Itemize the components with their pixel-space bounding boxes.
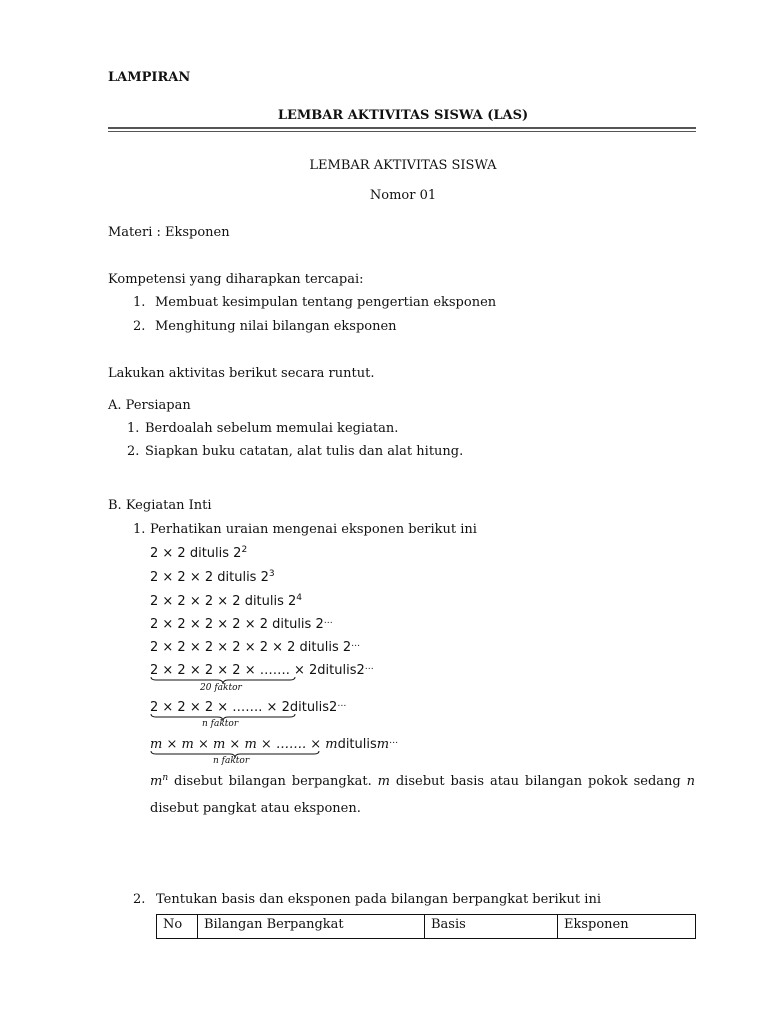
competency-item-num: 2. <box>133 319 146 334</box>
table-header-cell: Bilangan Berpangkat <box>198 915 425 939</box>
section-b-item: Perhatikan uraian mengenai eksponen berikut ini <box>150 522 477 537</box>
las-title: LEMBAR AKTIVITAS SISWA (LAS) <box>277 108 529 123</box>
brace-expression-line: 2 × 2 × 2 × ……. × 2ditulis2… <box>150 699 347 715</box>
materi-line: Materi : Eksponen <box>108 225 230 240</box>
competency-item-num: 1. <box>133 295 146 310</box>
section-b-heading: B. Kegiatan Inti <box>108 498 212 513</box>
brace-expression-line: 2 × 2 × 2 × 2 × ……. × 2ditulis2… <box>150 662 374 678</box>
section-a-heading: A. Persiapan <box>108 398 191 413</box>
brace-expression-line: m × m × m × m × ……. × mditulism… <box>150 736 399 752</box>
table-header-cell: Basis <box>425 915 558 939</box>
section-a-item: Berdoalah sebelum memulai kegiatan. <box>145 421 399 436</box>
table-header-row <box>157 915 696 939</box>
sheet-number: Nomor 01 <box>369 188 437 203</box>
instruction-text: Lakukan aktivitas berikut secara runtut. <box>108 366 375 381</box>
lampiran-label: LAMPIRAN <box>108 70 191 85</box>
section-b-item-num: 2. <box>133 892 146 907</box>
competency-item: Menghitung nilai bilangan eksponen <box>155 319 397 334</box>
power-example-line: 2 × 2 × 2 × 2 × 2 × 2 ditulis 2… <box>150 639 361 655</box>
section-b-item-num: 1. <box>133 522 146 537</box>
table-header-cell: Eksponen <box>558 915 696 939</box>
power-example-line: 2 × 2 × 2 × 2 × 2 ditulis 2… <box>150 616 333 632</box>
title-rule-thick <box>108 127 696 129</box>
sheet-title: LEMBAR AKTIVITAS SISWA <box>309 158 497 173</box>
section-a-item: Siapkan buku catatan, alat tulis dan alat hitung. <box>145 444 464 459</box>
brace-label: n faktor <box>213 756 250 766</box>
power-example-line: 2 × 2 ditulis $2^2$ <box>150 545 248 561</box>
exponent-table <box>156 914 696 939</box>
competency-item: Membuat kesimpulan tentang pengertian eksponen <box>155 295 497 310</box>
power-example-line: 2 × 2 × 2 × 2 ditulis $2^4$ <box>150 593 303 609</box>
section-a-item-num: 1. <box>127 421 140 436</box>
competency-heading: Kompetensi yang diharapkan tercapai: <box>108 272 364 287</box>
brace-label: 20 faktor <box>200 683 242 693</box>
brace-label: n faktor <box>202 719 239 729</box>
section-b-item: Tentukan basis dan eksponen pada bilangan berpangkat berikut ini <box>156 892 601 907</box>
section-a-item-num: 2. <box>127 444 140 459</box>
title-rule-thin <box>108 131 696 132</box>
table-header-cell: No <box>157 915 198 939</box>
power-example-line: 2 × 2 × 2 ditulis $2^3$ <box>150 569 275 585</box>
definition-paragraph: $m^n$ disebut bilangan berpangkat. m disebut basis atau bilangan pokok sedang n disebut pangkat atau eksponen. <box>150 773 696 816</box>
